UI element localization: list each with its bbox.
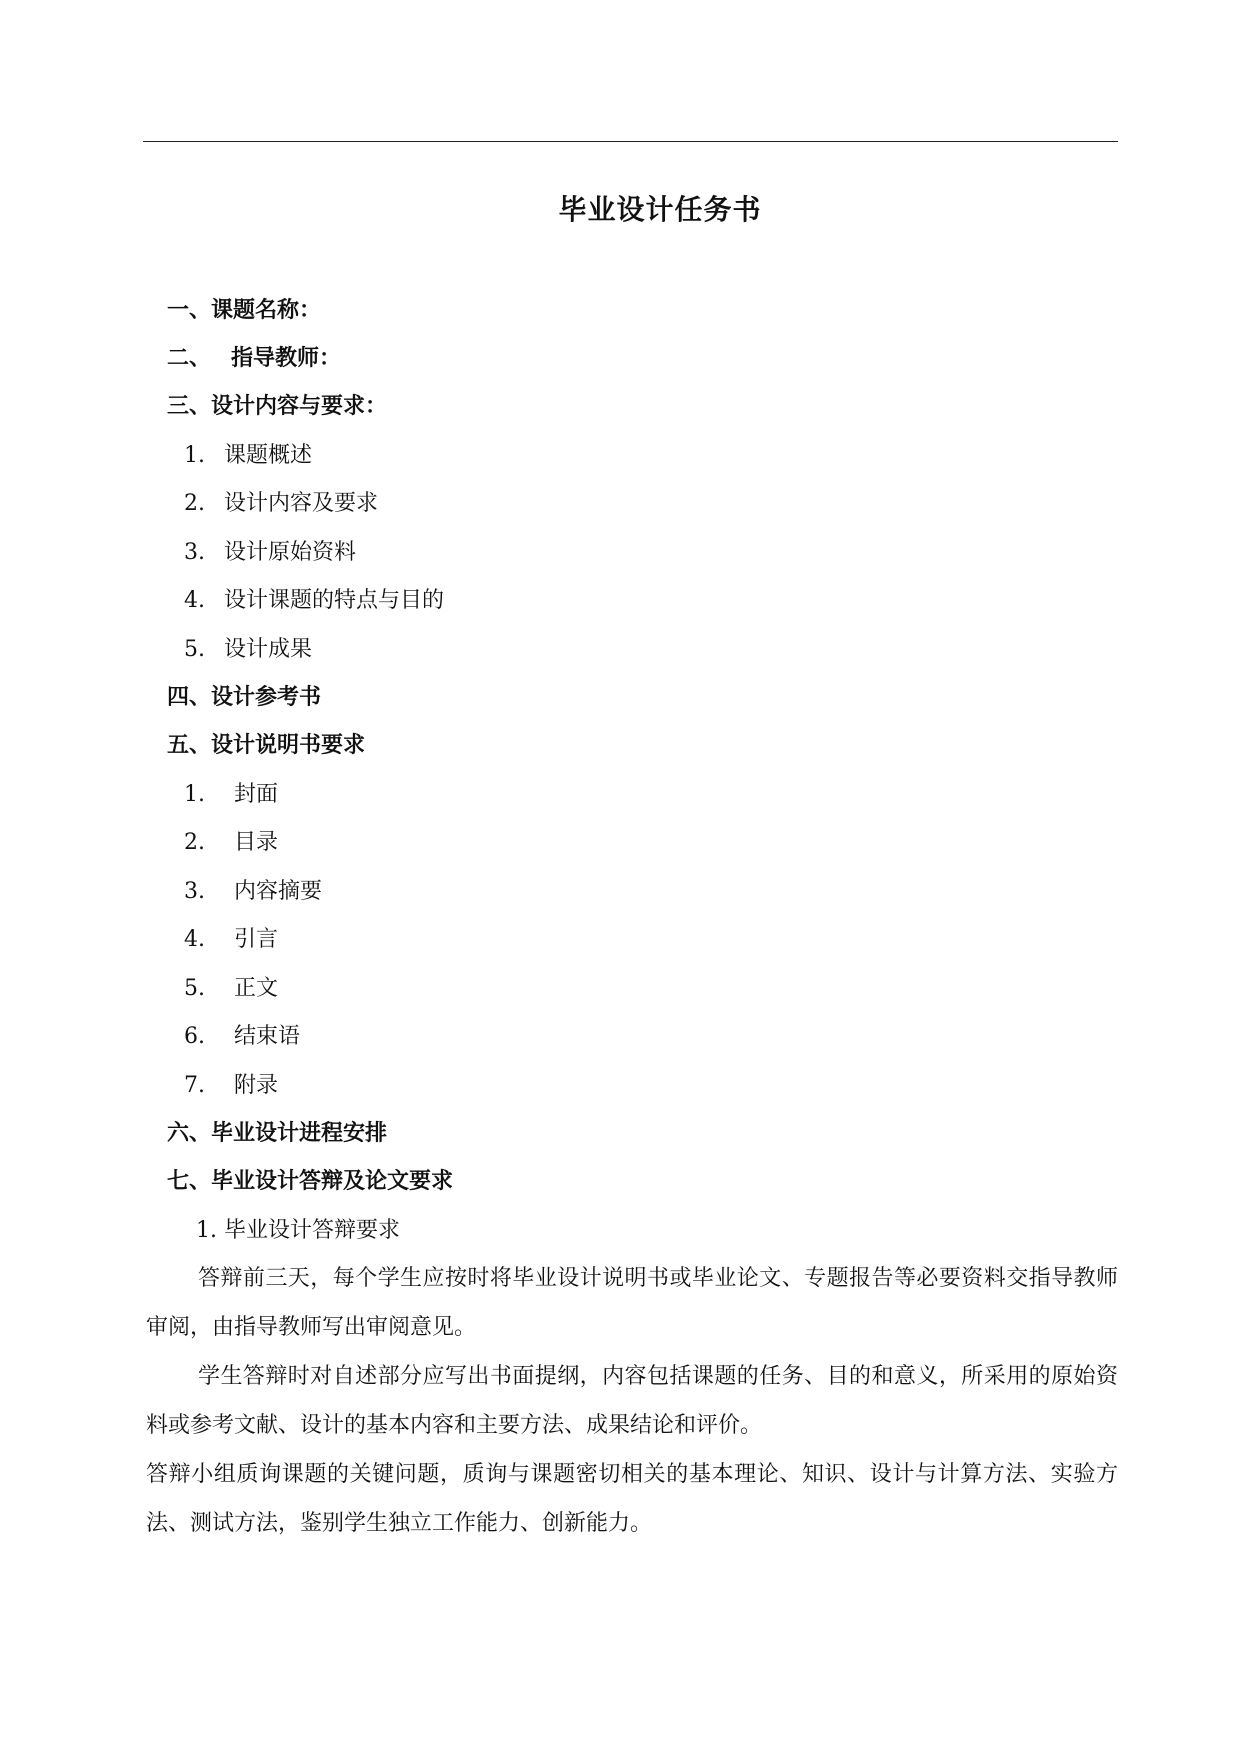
list-item (184, 780, 278, 810)
header-rule (143, 141, 1118, 142)
list-item-text: 正文 (234, 976, 279, 1001)
section-manual-requirements: 五、设计说明书要求 (167, 733, 366, 758)
list-item-number: 4. (184, 927, 205, 952)
list-item (184, 489, 378, 519)
section-advisor-number: 二、 (167, 346, 212, 371)
subsection-defense-requirements: 1. 毕业设计答辩要求 (196, 1218, 400, 1243)
list-item-text: 课题概述 (224, 443, 313, 468)
list-item-number: 4. (184, 588, 205, 613)
list-item (184, 877, 322, 907)
list-item-text: 设计课题的特点与目的 (224, 588, 445, 613)
list-item (184, 586, 444, 616)
list-item-number: 2. (184, 491, 205, 516)
list-item-text: 引言 (234, 927, 279, 952)
list-item-number: 5. (184, 976, 205, 1001)
section-references: 四、设计参考书 (167, 685, 322, 710)
section-advisor (167, 344, 341, 374)
list-item-number: 3. (184, 540, 205, 565)
list-item-text: 结束语 (234, 1024, 301, 1049)
section-defense-requirements: 七、毕业设计答辩及论文要求 (167, 1169, 454, 1194)
list-item-text: 内容摘要 (234, 879, 323, 904)
list-item-number: 6. (184, 1024, 205, 1049)
list-item-text: 设计成果 (224, 637, 313, 662)
section-schedule: 六、毕业设计进程安排 (167, 1121, 388, 1146)
list-item-text: 封面 (234, 782, 279, 807)
paragraph: 答辩前三天，每个学生应按时将毕业设计说明书或毕业论文、专题报告等必要资料交指导教师审阅，由指导教师写出审阅意见。 (146, 1266, 1118, 1340)
list-item (184, 635, 312, 665)
list-item (184, 1022, 300, 1052)
list-item-text: 附录 (234, 1073, 279, 1098)
list-item-number: 2. (184, 830, 205, 855)
list-item-number: 7. (184, 1073, 205, 1098)
list-item-text: 设计原始资料 (224, 540, 357, 565)
document-title: 毕业设计任务书 (558, 193, 762, 226)
paragraph: 答辩小组质询课题的关键问题，质询与课题密切相关的基本理论、知识、设计与计算方法、实验方法、测试方法，鉴别学生独立工作能力、创新能力。 (146, 1462, 1118, 1536)
list-item-number: 1. (184, 782, 205, 807)
list-item (184, 538, 356, 568)
list-item (184, 925, 278, 955)
paragraph: 学生答辩时对自述部分应写出书面提纲，内容包括课题的任务、目的和意义，所采用的原始资料或参考文献、设计的基本内容和主要方法、成果结论和评价。 (146, 1364, 1118, 1438)
section-topic-name: 一、课题名称： (167, 298, 322, 323)
list-item-number: 1. (184, 443, 205, 468)
list-item-number: 5. (184, 637, 205, 662)
section-advisor-label: 指导教师： (231, 346, 342, 371)
section-design-content: 三、设计内容与要求： (167, 394, 388, 419)
list-item (184, 441, 312, 471)
list-item-number: 3. (184, 879, 205, 904)
list-item (184, 828, 278, 858)
list-item (184, 1071, 278, 1101)
list-item (184, 974, 278, 1004)
list-item-text: 设计内容及要求 (224, 491, 379, 516)
list-item-text: 目录 (234, 830, 279, 855)
